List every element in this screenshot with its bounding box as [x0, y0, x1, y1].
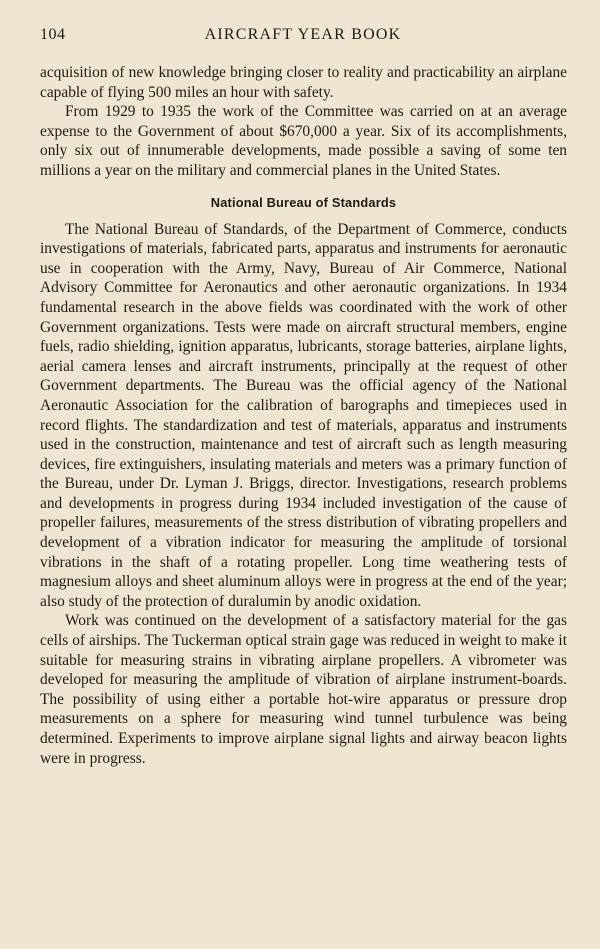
page-number: 104: [40, 26, 66, 43]
running-title: AIRCRAFT YEAR BOOK: [204, 26, 402, 43]
paragraph-bureau-work: The National Bureau of Standards, of the Department of Commerce, conducts investigations of materials, fabricated parts, apparatus and instruments for aeronautic use in cooperation with the Army, Navy, Bureau of Air Commerce, National Advisory Committee for Aeronautics and other aeronautic organizations. In 1934 fundamental research in the above fields was coordinated with the work of other Government organizations. Tests were made on aircraft structural members, engine fuels, radio shielding, ignition apparatus, lubricants, storage batteries, airplane lights, aerial camera lenses and aircraft instruments, principally at the request of other Government departments. The Bureau was the official agency of the National Aeronautic Association for the calibration of barographs and timepieces used in record flights. The standardization and test of materials, apparatus and instruments used in the construction, maintenance and test of aircraft such as length measuring devices, fire extinguishers, insulating materials and meters was a primary function of the Bureau, under Dr. Lyman J. Briggs, director. Investigations, research problems and developments in progress during 1934 included investigation of the cause of propeller failures, measurements of the stress distribution of vibrating propellers and development of a vibration indicator for measuring the amplitude of torsional vibrations in the shaft of a rotating propeller. Long time weathering tests of magnesium alloys and sheet aluminum alloys were in progress at the end of the year; also study of the protection of duralumin by anodic oxidation.: [40, 220, 567, 610]
running-head: [40, 26, 566, 46]
paragraph-continuation: acquisition of new knowledge bringing closer to reality and practicability an airplane capable of flying 500 miles an hour with safety.: [40, 64, 567, 101]
paragraph-airship-materials: Work was continued on the development of a satisfactory material for the gas cells of airships. The Tuckerman optical strain gage was reduced in weight to make it suitable for measuring strains in vibrating airplane propellers. A vibrometer was developed for measuring the amplitude of vibration of airplane instrument-boards. The possibility of using either a portable hot-wire apparatus or pressure drop measurements on a sphere for measuring wind tunnel turbulence was being determined. Experiments to improve airplane signal lights and airway beacon lights were in progress.: [40, 612, 567, 767]
body-text: [40, 63, 567, 768]
section-heading: National Bureau of Standards: [210, 194, 397, 210]
paragraph-committee-expense: From 1929 to 1935 the work of the Committee was carried on at an average expense to the Government of about $670,000 a year. Six of its accomplishments, only six out of innumerable developments, made possible a saving of some ten millions a year on the military and commercial planes in the United States.: [40, 103, 567, 179]
